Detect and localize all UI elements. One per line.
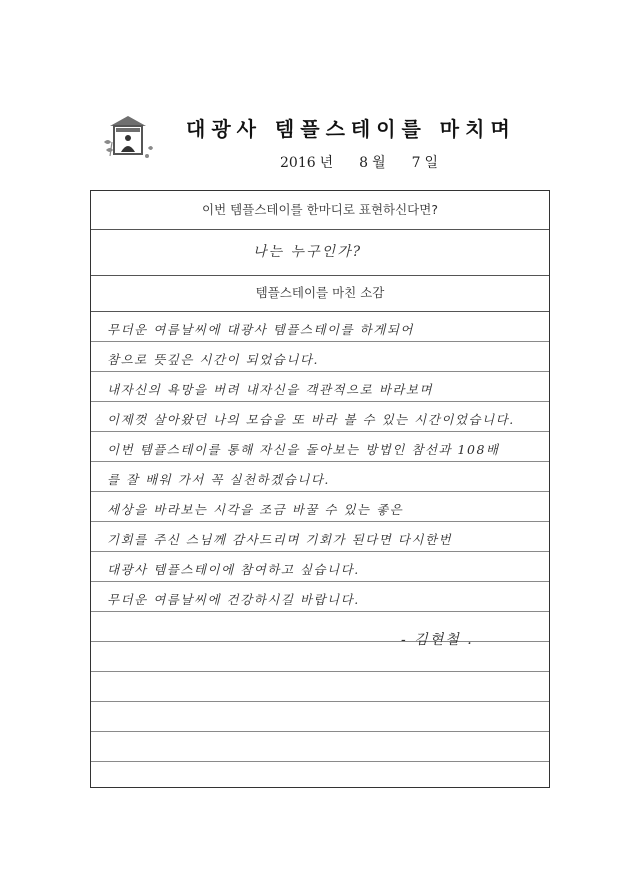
date-year: 2016 [280,155,316,171]
ruled-line [91,431,549,462]
question-label: 이번 템플스테이를 한마디로 표현하신다면? [91,191,549,230]
ruled-line [91,611,549,642]
answer-text: 나는 누구인가? [253,244,363,260]
impression-line: 기회를 주신 스님께 감사드리며 기회가 된다면 다시한번 [107,532,453,547]
page-title: 대광사 템플스테이를 마치며 [186,117,516,141]
signature: - 김현철 . [401,632,474,648]
impression-line: 이번 템플스테이를 통해 자신을 돌아보는 방법인 참선과 108배 [107,442,500,457]
ruled-line [91,371,549,402]
ruled-line [91,551,549,582]
impression-line: 이제껏 살아왔던 나의 모습을 또 바라 볼 수 있는 시간이었습니다. [107,412,515,427]
ruled-line [91,581,549,612]
date-day: 7 [411,155,421,171]
ruled-line [91,701,549,732]
impression-line: 무더운 여름날씨에 건강하시길 바랍니다. [107,592,360,607]
date-year-unit: 년 [319,155,334,171]
ruled-line [91,401,549,432]
impressions-label: 템플스테이를 마친 소감 [91,275,549,312]
impression-line: 내자신의 욕망을 버려 내자신을 객관적으로 바라보며 [107,382,434,397]
impression-line: 를 잘 배워 가서 꼭 실천하겠습니다. [107,472,330,487]
impression-line: 무더운 여름날씨에 대광사 템플스테이를 하게되어 [107,322,414,337]
ruled-line [91,491,549,522]
temple-logo [100,112,156,164]
impression-line: 세상을 바라보는 시각을 조금 바꿀 수 있는 좋은 [107,502,404,517]
date-month: 8 [359,155,369,171]
impression-line: 참으로 뜻깊은 시간이 되었습니다. [107,352,319,367]
ruled-line [91,311,549,342]
date-day-unit: 일 [424,155,439,171]
feedback-form [90,190,550,788]
impression-line: 대광사 템플스테이에 참여하고 싶습니다. [107,562,360,577]
ruled-line [91,671,549,702]
ruled-line [91,521,549,552]
answer-field[interactable] [91,229,549,276]
ruled-line [91,731,549,762]
ruled-line [91,641,549,672]
ruled-line [91,461,549,492]
ruled-line [91,341,549,372]
date-line [280,152,460,172]
date-month-unit: 월 [372,155,386,171]
